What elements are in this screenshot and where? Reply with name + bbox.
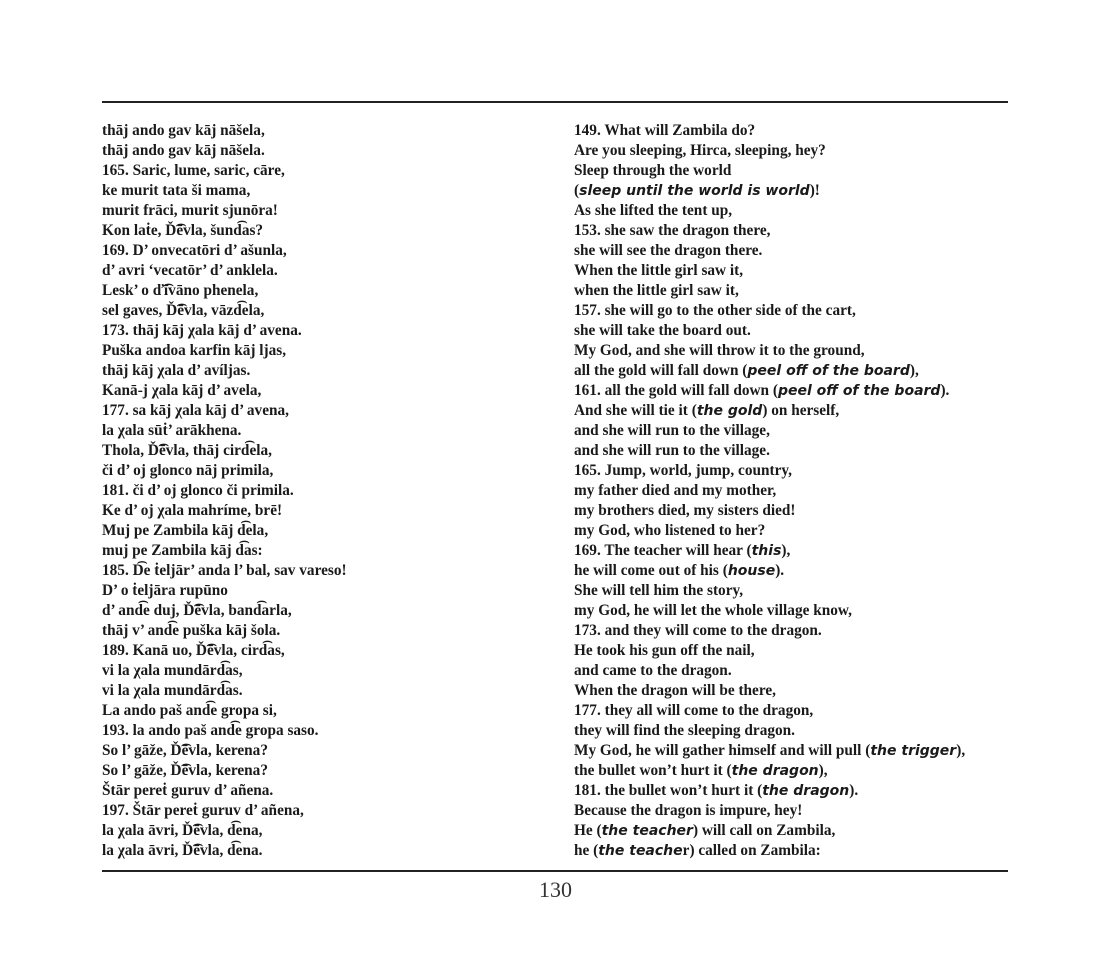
translation-line <box>574 321 1014 341</box>
translation-text: ), <box>781 542 791 559</box>
translation-line <box>574 641 1014 661</box>
translation-line <box>574 741 1014 761</box>
verse-line: Thola, Ď͡ēvla, thāj cird͡ela, <box>102 442 272 459</box>
verse-line: 193. la ando paš and͡e gropa saso. <box>102 722 319 739</box>
verse-line: či d’ oj glonco nāj primila, <box>102 462 274 479</box>
romani-text-column <box>102 121 552 861</box>
translation-text: ) will call on Zambila, <box>692 822 836 839</box>
page-number: 130 <box>539 877 572 902</box>
translation-line <box>574 801 1014 821</box>
verse-line: 181. či d’ oj glonco či primila. <box>102 482 294 499</box>
verse-line: 189. Kanā uo, Ď͡ēvla, cird͡as, <box>102 642 285 659</box>
translation-text: ), <box>818 762 828 779</box>
translation-line <box>574 481 1014 501</box>
editorial-gloss: the teacher <box>601 823 693 839</box>
translation-text: )! <box>809 182 820 199</box>
translation-text: ), <box>956 742 966 759</box>
translation-text: 173. and they will come to the dragon. <box>574 622 822 639</box>
translation-line <box>574 681 1014 701</box>
translation-line <box>574 701 1014 721</box>
translation-line <box>574 341 1014 361</box>
translation-line <box>574 721 1014 741</box>
translation-line <box>574 221 1014 241</box>
translation-text: 153. she saw the dragon there, <box>574 222 771 239</box>
verse-line: Ke d’ oj χala mahríme, brē! <box>102 502 283 519</box>
editorial-gloss: the teache <box>598 843 683 859</box>
translation-line <box>574 381 1014 401</box>
verse-line: la χala āvri, Ď͡ēvla, d͡ena, <box>102 822 263 839</box>
translation-text: Because the dragon is impure, hey! <box>574 802 803 819</box>
translation-text: And she will tie it ( <box>574 402 697 419</box>
verse-line: murit frāci, murit sjunōra! <box>102 202 278 219</box>
translation-line <box>574 781 1014 801</box>
translation-line <box>574 121 1014 141</box>
translation-text: the bullet won’t hurt it ( <box>574 762 732 779</box>
translation-line <box>574 821 1014 841</box>
verse-line: d’ avri ‘vecatōr’ d’ anklela. <box>102 262 278 279</box>
translation-line <box>574 201 1014 221</box>
translation-line <box>574 661 1014 681</box>
verse-line: 177. sa kāj χala kāj d’ avena, <box>102 402 289 419</box>
translation-line <box>574 161 1014 181</box>
translation-text: ). <box>775 562 785 579</box>
translation-text: 165. Jump, world, jump, country, <box>574 462 793 479</box>
translation-text: She will tell him the story, <box>574 582 744 599</box>
translation-text: he ( <box>574 842 599 859</box>
editorial-gloss: peel off of the board <box>747 363 910 379</box>
translation-text: and she will run to the village, <box>574 422 770 439</box>
translation-line <box>574 501 1014 521</box>
translation-text: all the gold will fall down ( <box>574 362 748 379</box>
translation-text: ) on herself, <box>762 402 840 419</box>
verse-line: vi la χala mundārd͡as. <box>102 682 243 699</box>
translation-text: 177. they all will come to the dragon, <box>574 702 814 719</box>
translation-text: 161. all the gold will fall down ( <box>574 382 778 399</box>
translation-text: and came to the dragon. <box>574 662 732 679</box>
translation-text: Sleep through the world <box>574 162 732 179</box>
editorial-gloss: peel off of the board <box>777 383 941 399</box>
translation-text: 157. she will go to the other side of the cart, <box>574 302 856 319</box>
translation-text: she will see the dragon there. <box>574 242 763 259</box>
verse-line: vi la χala mundārd͡as, <box>102 662 243 679</box>
editorial-gloss: the dragon <box>731 763 819 779</box>
english-translation-column <box>574 121 1014 861</box>
translation-line <box>574 461 1014 481</box>
verse-line: ke murit tata ši mama, <box>102 182 251 199</box>
verse-line: Kanā-j χala kāj d’ avela, <box>102 382 262 399</box>
verse-line: Lesk’ o ď͡īvāno phenela, <box>102 282 259 299</box>
translation-text: my God, who listened to her? <box>574 522 766 539</box>
translation-text: My God, he will gather himself and will pull ( <box>574 742 871 759</box>
verse-line: thāj ando gav kāj nāšela. <box>102 142 265 159</box>
translation-text: ). <box>940 382 950 399</box>
translation-text: When the dragon will be there, <box>574 682 776 699</box>
translation-text: ( <box>574 182 580 199</box>
translation-text: 181. the bullet won’t hurt it ( <box>574 782 763 799</box>
translation-line <box>574 601 1014 621</box>
translation-text: As she lifted the tent up, <box>574 202 733 219</box>
translation-text: 169. The teacher will hear ( <box>574 542 752 559</box>
verse-line: muj pe Zambila kāj d͡as: <box>102 542 263 559</box>
translation-text: ), <box>909 362 919 379</box>
translation-line <box>574 761 1014 781</box>
translation-line <box>574 301 1014 321</box>
translation-line <box>574 181 1014 201</box>
translation-text: my brothers died, my sisters died! <box>574 502 796 519</box>
translation-text: My God, and she will throw it to the ground, <box>574 342 865 359</box>
translation-line <box>574 441 1014 461</box>
translation-line <box>574 521 1014 541</box>
verse-line: d’ and͡e duj, Ď͡ēvla, band͡arla, <box>102 602 292 619</box>
translation-text: He took his gun off the nail, <box>574 642 755 659</box>
editorial-gloss: sleep until the world is world <box>579 183 810 199</box>
translation-text: he will come out of his ( <box>574 562 728 579</box>
translation-text: r) called on Zambila: <box>682 842 821 859</box>
verse-line: Muj pe Zambila kāj d͡ela, <box>102 522 269 539</box>
translation-line <box>574 281 1014 301</box>
verse-line: thāj kāj χala d’ avíljas. <box>102 362 251 379</box>
verse-line: D’ o ṫeljāra rupūno <box>102 582 228 599</box>
translation-text: she will take the board out. <box>574 322 751 339</box>
translation-text: He ( <box>574 822 602 839</box>
verse-line: thāj ando gav kāj nāšela, <box>102 122 265 139</box>
translation-text: they will find the sleeping dragon. <box>574 722 795 739</box>
verse-line: So l’ gāže, Ď͡ēvla, kerena? <box>102 762 268 779</box>
verse-line: Kon laṫe, Ď͡ēvla, šund͡as? <box>102 222 264 239</box>
translation-line <box>574 141 1014 161</box>
translation-line <box>574 841 1014 861</box>
translation-line <box>574 241 1014 261</box>
top-rule <box>102 101 1008 103</box>
verse-line: 165. Saric, lume, saric, cāre, <box>102 162 285 179</box>
verse-line: thāj v’ and͡e puška kāj šola. <box>102 622 281 639</box>
bottom-rule <box>102 870 1008 872</box>
translation-line <box>574 581 1014 601</box>
translation-text: Are you sleeping, Hirca, sleeping, hey? <box>574 142 826 159</box>
verse-line: So l’ gāže, Ď͡ēvla, kerena? <box>102 742 268 759</box>
verse-line: 197. Štār pereṫ guruv d’ añena, <box>102 802 304 819</box>
translation-line <box>574 541 1014 561</box>
editorial-gloss: house <box>727 563 776 579</box>
verse-line: 185. D͡e ṫeljār’ anda l’ bal, sav vareso! <box>102 562 347 579</box>
translation-text: When the little girl saw it, <box>574 262 744 279</box>
editorial-gloss: the gold <box>696 403 763 419</box>
verse-line: la χala sūṫ’ arākhena. <box>102 422 242 439</box>
verse-line: 173. thāj kāj χala kāj d’ avena. <box>102 322 302 339</box>
editorial-gloss: the dragon <box>762 783 850 799</box>
editorial-gloss: the trigger <box>870 743 957 759</box>
verse-line: Puška andoa karfin kāj ljas, <box>102 342 287 359</box>
translation-line <box>574 421 1014 441</box>
translation-line <box>574 401 1014 421</box>
translation-text: ). <box>849 782 859 799</box>
verse-line: sel gaves, Ď͡ēvla, vāzd͡ela, <box>102 302 265 319</box>
translation-text: my God, he will let the whole village know, <box>574 602 852 619</box>
translation-line <box>574 361 1014 381</box>
translation-text: my father died and my mother, <box>574 482 777 499</box>
translation-text: when the little girl saw it, <box>574 282 739 299</box>
translation-line <box>574 561 1014 581</box>
verse-line: 169. D’ onvecatōri d’ ašunla, <box>102 242 287 259</box>
editorial-gloss: this <box>751 543 782 559</box>
translation-text: 149. What will Zambila do? <box>574 122 756 139</box>
verse-line: Štār pereṫ guruv d’ añena. <box>102 782 274 799</box>
translation-line <box>574 261 1014 281</box>
translation-text: and she will run to the village. <box>574 442 770 459</box>
verse-line: la χala āvri, Ď͡ēvla, d͡ena. <box>102 842 263 859</box>
verse-line: La ando paš and͡e gropa si, <box>102 702 277 719</box>
translation-line <box>574 621 1014 641</box>
